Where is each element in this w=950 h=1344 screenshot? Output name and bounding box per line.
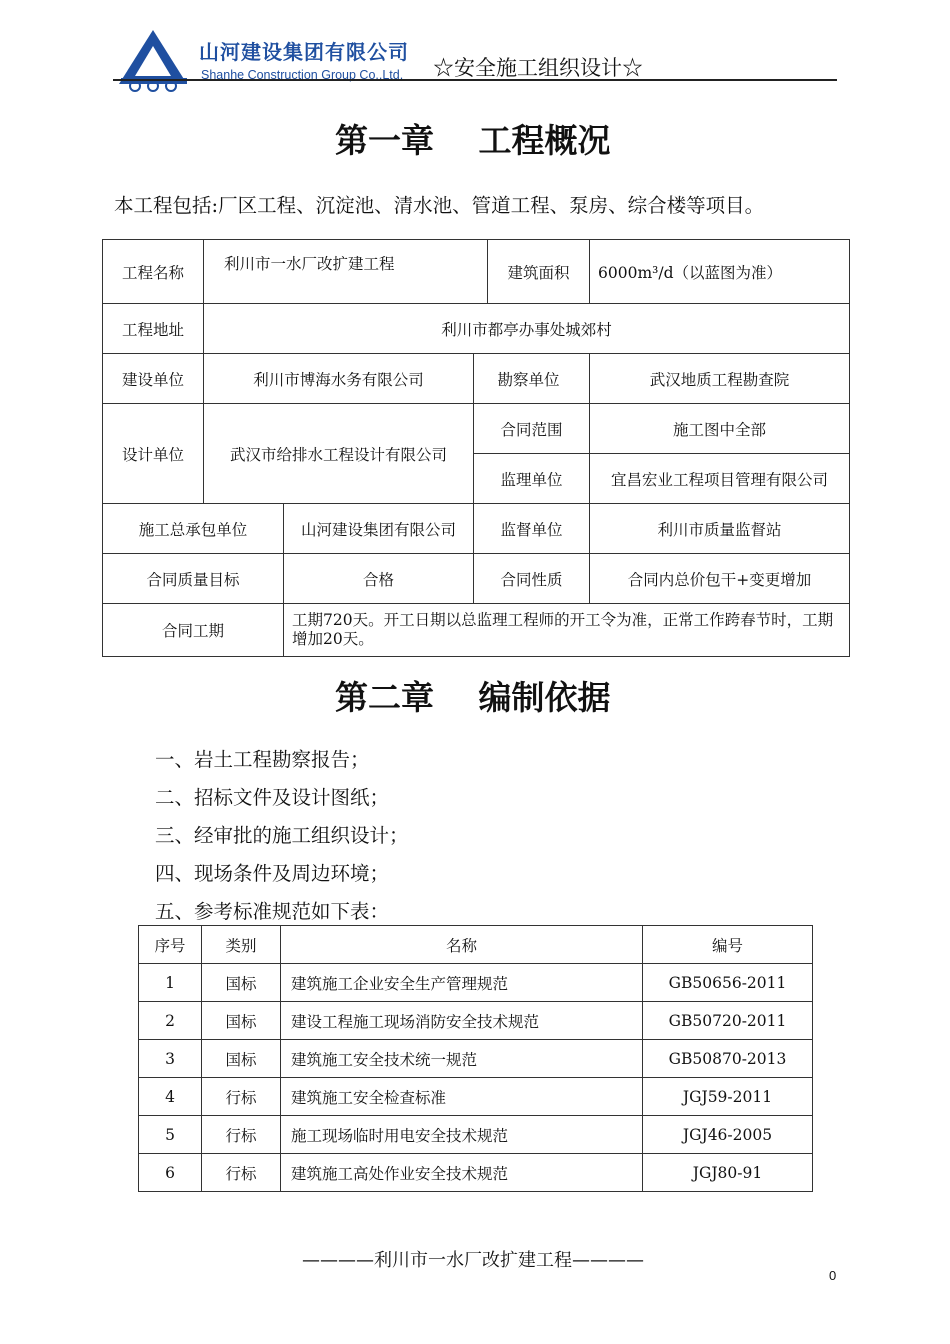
standards-table [138,925,813,1192]
row-category: 行标 [202,1154,281,1192]
period-value: 工期720天。开工日期以总监理工程师的开工令为准，正常工作跨春节时，工期增加20天。 [284,604,850,657]
row-index: 6 [139,1154,202,1192]
owner-label: 建设单位 [103,354,204,404]
row-title: 施工现场临时用电安全技术规范 [281,1116,643,1154]
row-title: 建筑施工安全技术统一规范 [281,1040,643,1078]
column-header: 类别 [202,926,281,964]
row-index: 2 [139,1002,202,1040]
project-info-table [102,239,850,657]
column-header: 序号 [139,926,202,964]
document-header-title: ☆安全施工组织设计☆ [433,56,643,80]
basis-item: 五、参考标准规范如下表： [155,900,390,923]
table-header-row [139,926,813,964]
supervision-label: 监理单位 [474,454,590,504]
table-row [103,604,850,657]
table-row [103,304,850,354]
table-row [139,1078,813,1116]
nature-value: 合同内总价包干+变更增加 [590,554,850,604]
row-category: 国标 [202,1040,281,1078]
basis-item: 一、岩土工程勘察报告； [155,748,370,771]
row-title: 建筑施工高处作业安全技术规范 [281,1154,643,1192]
oversight-value: 利川市质量监督站 [590,504,850,554]
table-row [103,504,850,554]
chapter2-heading: 第二章 编制依据 [335,678,611,717]
header-divider [113,79,837,81]
table-row [103,404,850,454]
basis-item: 二、招标文件及设计图纸； [155,786,390,809]
scope-label: 合同范围 [474,404,590,454]
table-row [139,964,813,1002]
company-logo-mark-icon [113,26,199,92]
page-number: 0 [829,1268,837,1283]
basis-item: 四、现场条件及周边环境； [155,862,390,885]
page-footer: ————利川市一水厂改扩建工程———— [302,1250,644,1271]
row-category: 行标 [202,1078,281,1116]
column-header: 编号 [643,926,813,964]
contractor-value: 山河建设集团有限公司 [284,504,474,554]
table-row [103,554,850,604]
nature-label: 合同性质 [474,554,590,604]
basis-item: 三、经审批的施工组织设计； [155,824,409,847]
company-name-en: Shanhe Construction Group Co.,Ltd. [201,68,404,82]
address-value: 利川市都亭办事处城郊村 [204,304,850,354]
row-code: JGJ46-2005 [643,1116,813,1154]
row-index: 1 [139,964,202,1002]
row-category: 行标 [202,1116,281,1154]
table-row [139,1116,813,1154]
row-category: 国标 [202,1002,281,1040]
area-label: 建筑面积 [488,240,590,304]
table-row [139,1154,813,1192]
row-title: 建筑施工企业安全生产管理规范 [281,964,643,1002]
row-code: GB50656-2011 [643,964,813,1002]
address-label: 工程地址 [103,304,204,354]
project-name-label: 工程名称 [103,240,204,304]
row-title: 建筑施工安全检查标准 [281,1078,643,1116]
quality-value: 合格 [284,554,474,604]
project-name-value: 利川市一水厂改扩建工程 [204,240,488,304]
chapter1-heading: 第一章 工程概况 [335,121,611,160]
survey-value: 武汉地质工程勘查院 [590,354,850,404]
period-label: 合同工期 [103,604,284,657]
table-row [139,1002,813,1040]
oversight-label: 监督单位 [474,504,590,554]
quality-label: 合同质量目标 [103,554,284,604]
area-value: 6000m³/d（以蓝图为准） [590,240,850,304]
row-index: 4 [139,1078,202,1116]
supervision-value: 宜昌宏业工程项目管理有限公司 [590,454,850,504]
row-code: GB50870-2013 [643,1040,813,1078]
scope-value: 施工图中全部 [590,404,850,454]
company-name-cn: 山河建设集团有限公司 [199,40,409,64]
survey-label: 勘察单位 [474,354,590,404]
owner-value: 利川市博海水务有限公司 [204,354,474,404]
chapter1-intro: 本工程包括:厂区工程、沉淀池、清水池、管道工程、泵房、综合楼等项目。 [114,194,765,217]
company-logo [113,26,431,92]
row-title: 建设工程施工现场消防安全技术规范 [281,1002,643,1040]
row-category: 国标 [202,964,281,1002]
table-row [139,1040,813,1078]
column-header: 名称 [281,926,643,964]
table-row [103,354,850,404]
contractor-label: 施工总承包单位 [103,504,284,554]
design-value: 武汉市给排水工程设计有限公司 [204,404,474,504]
design-label: 设计单位 [103,404,204,504]
row-index: 5 [139,1116,202,1154]
row-code: JGJ59-2011 [643,1078,813,1116]
table-row [103,240,850,304]
row-code: GB50720-2011 [643,1002,813,1040]
row-index: 3 [139,1040,202,1078]
row-code: JGJ80-91 [643,1154,813,1192]
